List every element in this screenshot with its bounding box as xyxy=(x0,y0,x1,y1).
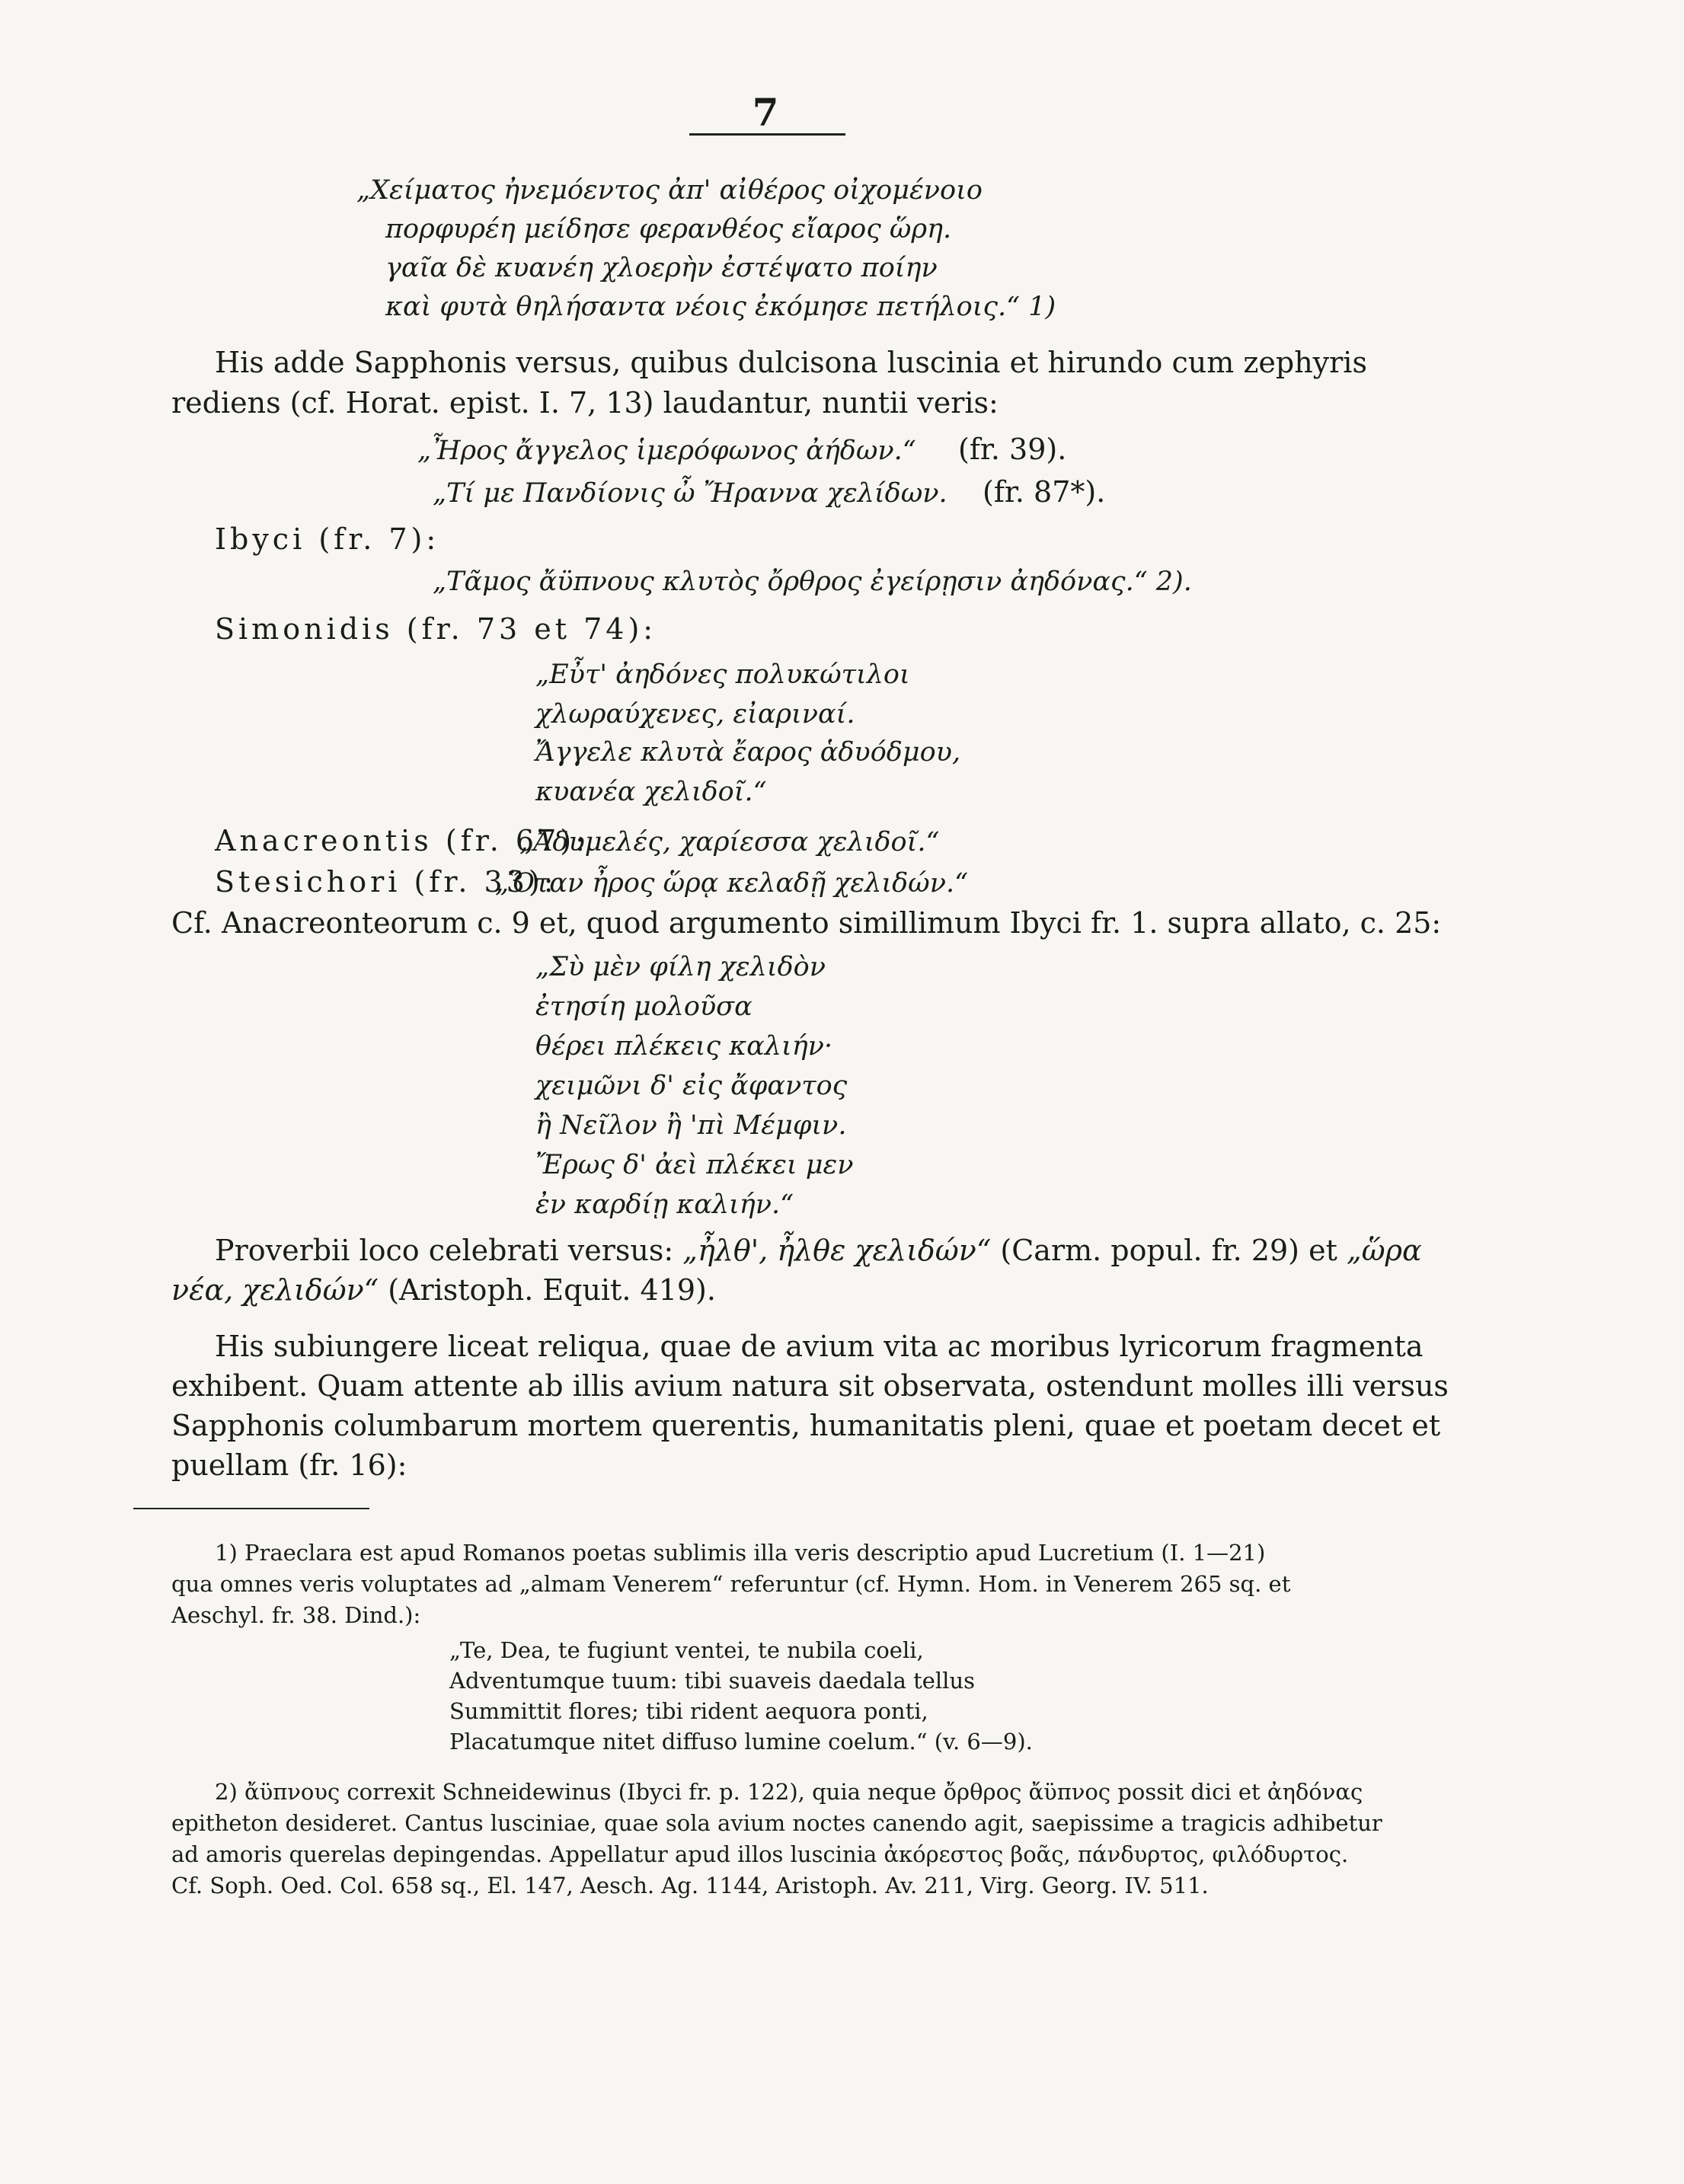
author-citation: Simonidis (fr. 73 et 74): xyxy=(215,612,657,646)
verse-line: „Σὺ μὲν φίλη χελιδὸν xyxy=(535,952,826,982)
greek-span: „ἦλθ', ἦλθε χελιδών“ xyxy=(682,1234,992,1267)
footnote-rule xyxy=(133,1508,369,1509)
footnote-line: Aeschyl. fr. 38. Dind.): xyxy=(171,1602,421,1628)
paragraph-line: rediens (cf. Horat. epist. I. 7, 13) laudantur, nuntii veris: xyxy=(171,386,999,420)
greek-quote: „Τᾶμος ἄϋπνους κλυτὸς ὄρθρος ἐγείρῃσιν ἀηδόνας.“ 2). xyxy=(433,567,1192,597)
text-span: Proverbii loco celebrati versus: xyxy=(215,1234,674,1267)
footnote-line: Cf. Soph. Oed. Col. 658 sq., El. 147, Aesch. Ag. 1144, Aristoph. Av. 211, Virg. Georg. IV. 511. xyxy=(171,1873,1209,1898)
footnote-line: qua omnes veris voluptates ad „almam Venerem“ referuntur (cf. Hymn. Hom. in Venerem 265 sq. et xyxy=(171,1571,1291,1597)
verse-line: ἐτησίη μολοῦσα xyxy=(535,991,753,1022)
verse-line: Ἄγγελε κλυτὰ ἔαρος ἁδυόδμου, xyxy=(535,737,961,768)
verse-line: καὶ φυτὰ θηλήσαντα νέοις ἐκόμησε πετήλοις.“ 1) xyxy=(385,292,1056,322)
greek-span: νέα, χελιδών“ xyxy=(171,1273,379,1307)
verse-line: χειμῶνι δ' εἰς ἄφαντος xyxy=(535,1071,848,1101)
author-citation: Ibyci (fr. 7): xyxy=(215,522,440,556)
text-span: (Aristoph. Equit. 419). xyxy=(388,1273,716,1307)
verse-line: πορφυρέη μείδησε φερανθέος εἴαρος ὥρη. xyxy=(385,214,952,244)
paragraph-line: His subiungere liceat reliqua, quae de avium vita ac moribus lyricorum fragmenta xyxy=(215,1330,1424,1363)
paragraph-line: puellam (fr. 16): xyxy=(171,1448,407,1482)
greek-quote: „Ὅταν ἦρος ὥρᾳ κελαδῇ χελιδών.“ xyxy=(495,868,969,899)
footnote-line: ad amoris querelas depingendas. Appellatur apud illos luscinia ἀκόρεστος βοᾶς, πάνδυρτος, φιλόδυρτος. xyxy=(171,1841,1349,1867)
footnote-quote-line: Adventumque tuum: tibi suaveis daedala tellus xyxy=(449,1668,976,1694)
author-citation: Stesichori (fr. 33): xyxy=(215,865,558,899)
greek-span: „ὥρα xyxy=(1346,1234,1422,1267)
verse-line: „Χείματος ἠνεμόεντος ἀπ' αἰθέρος οἰχομένοιο xyxy=(356,175,983,206)
verse-line: θέρει πλέκεις καλιήν· xyxy=(535,1031,833,1062)
paragraph-line: Cf. Anacreonteorum c. 9 et, quod argumento simillimum Ibyci fr. 1. supra allato, c. 25: xyxy=(171,906,1442,940)
greek-quote: „Ἀδυμελές, χαρίεσσα χελιδοῖ.“ xyxy=(519,827,940,857)
paragraph-line xyxy=(171,1273,716,1307)
page-number: 7 xyxy=(752,90,779,135)
footnote-line: 1) Praeclara est apud Romanos poetas sublimis illa veris descriptio apud Lucretium (I. 1—21) xyxy=(215,1540,1266,1566)
paragraph-line: exhibent. Quam attente ab illis avium natura sit observata, ostendunt molles illi versus xyxy=(171,1369,1449,1403)
footnote-quote-line: „Te, Dea, te fugiunt ventei, te nubila coeli, xyxy=(449,1637,924,1663)
author-citation: Anacreontis (fr. 67): xyxy=(215,824,589,857)
paragraph-line: Sapphonis columbarum mortem querentis, humanitatis pleni, quae et poetam decet et xyxy=(171,1409,1441,1442)
verse-line: ἐν καρδίῃ καλιήν.“ xyxy=(535,1189,794,1220)
paragraph-line xyxy=(215,346,1401,379)
verse-line: Ἔρως δ' ἀεὶ πλέκει μεν xyxy=(535,1150,854,1180)
fragment-reference: (fr. 87*). xyxy=(983,475,1106,509)
paragraph-line xyxy=(215,1234,1422,1267)
text-span: (Carm. popul. fr. 29) et xyxy=(1000,1234,1337,1267)
verse-line: γαῖα δὲ κυανέη χλοερὴν ἐστέψατο ποίην xyxy=(385,253,938,283)
text-span: His adde Sapphonis versus, quibus dulcisona luscinia et hirundo cum zephyris xyxy=(215,346,1367,379)
footnote-line: epitheton desideret. Cantus lusciniae, quae sola avium noctes canendo agit, saepissime a tragicis adhibetur xyxy=(171,1810,1382,1836)
footnote-line: 2) ἄϋπνους correxit Schneidewinus (Ibyci fr. p. 122), quia neque ὄρθρος ἄϋπνος possit dici et ἀηδόνας xyxy=(215,1779,1363,1805)
verse-line: κυανέα χελιδοῖ.“ xyxy=(535,777,767,807)
verse-line: ἢ Νεῖλον ἢ 'πὶ Μέμφιν. xyxy=(535,1110,847,1141)
verse-line: „Εὖτ' ἀηδόνες πολυκώτιλοι xyxy=(535,659,910,690)
footnote-quote-line: Placatumque nitet diffuso lumine coelum.“ (v. 6—9). xyxy=(449,1729,1033,1755)
fragment-reference: (fr. 39). xyxy=(958,433,1067,466)
verse-line: χλωραύχενες, εἰαριναί. xyxy=(535,699,855,730)
page-number-rule xyxy=(689,133,845,136)
footnote-quote-line: Summittit flores; tibi rident aequora ponti, xyxy=(449,1698,928,1724)
greek-quote: „Τί με Πανδίονις ὦ Ἤραννα χελίδων. xyxy=(433,478,947,509)
greek-quote: „Ἦρος ἄγγελος ἱμερόφωνος ἀήδων.“ xyxy=(417,436,916,466)
